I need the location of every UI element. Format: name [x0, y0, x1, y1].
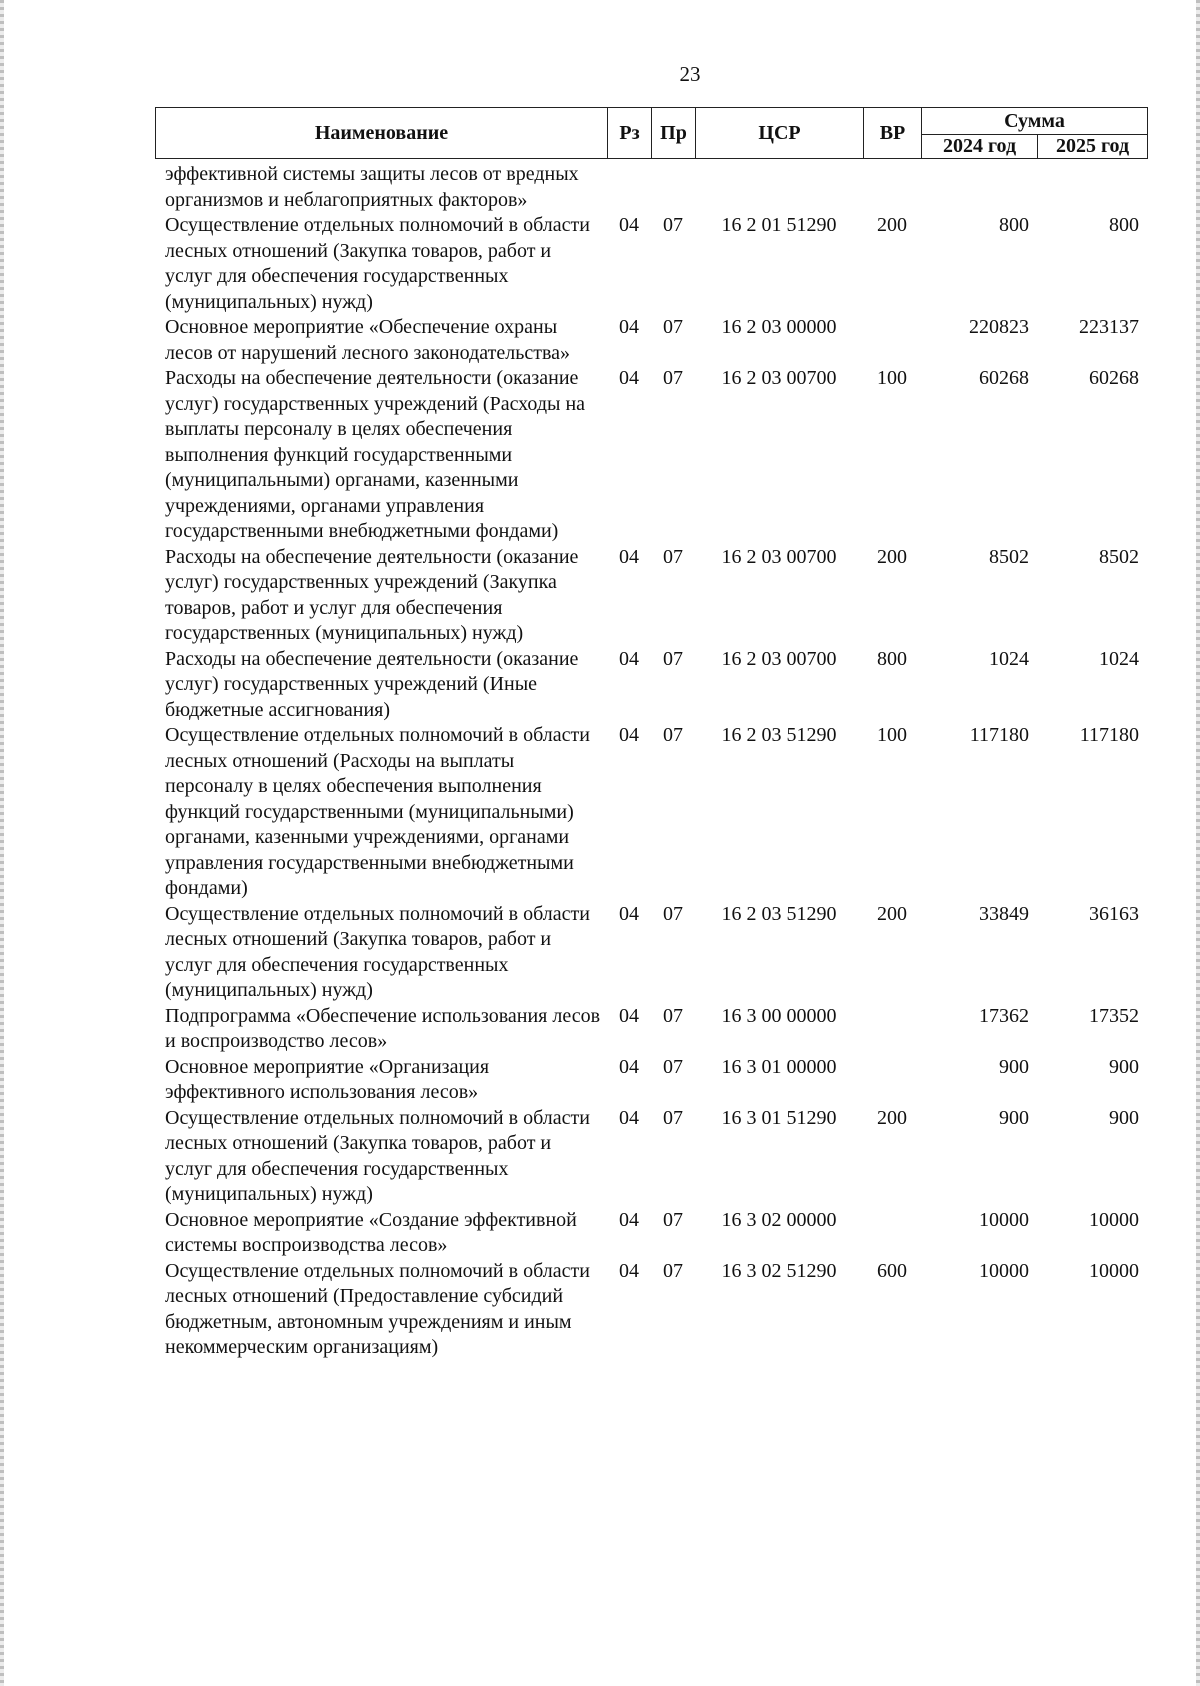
cell-sum-2024: 900: [999, 1055, 1029, 1078]
cell-rz: 04: [619, 367, 639, 389]
cell-sum-2025: 223137: [1079, 316, 1139, 338]
cell-vr: 200: [877, 902, 907, 925]
cell-vr: 200: [877, 545, 907, 568]
page-number-text: 23: [679, 62, 701, 86]
cell-sum-2025: 117180: [1079, 724, 1139, 746]
cell-name: эффективной системы защиты лесов от вредных организмов и неблагоприятных факторов»: [165, 163, 579, 211]
cell-rz: 04: [619, 902, 639, 925]
cell-sum-2024: 117180: [969, 724, 1029, 746]
cell-csr: [695, 162, 863, 213]
cell-sum-2024: 10000: [979, 1259, 1029, 1282]
budget-table: [155, 162, 1147, 1361]
header-pr: Пр: [652, 108, 696, 159]
cell-vr: 200: [877, 1106, 907, 1129]
cell-rz: 04: [619, 724, 639, 746]
cell-name: Основное мероприятие «Организация эффективного использования лесов»: [165, 1055, 490, 1103]
scan-edge-left: [0, 0, 4, 1686]
page-number: [0, 62, 1200, 87]
table-body: [155, 162, 1147, 1361]
cell-sum-2024: 33849: [979, 902, 1029, 925]
cell-sum-2025: 36163: [1089, 902, 1139, 925]
cell-pr: 07: [663, 1208, 683, 1231]
table-row: [155, 1208, 1147, 1259]
cell-csr: 16 2 03 00700: [721, 647, 837, 670]
cell-vr: [863, 1004, 921, 1055]
cell-csr: 16 2 03 00700: [721, 545, 837, 568]
header-vr: ВР: [864, 108, 922, 159]
cell-name: Подпрограмма «Обеспечение использования лесов и воспроизводство лесов»: [165, 1004, 601, 1052]
table-row: [155, 545, 1147, 647]
header-sum: Сумма: [922, 108, 1148, 135]
cell-pr: 07: [663, 214, 683, 236]
cell-rz: 04: [619, 1106, 639, 1129]
table-row: [155, 315, 1147, 366]
cell-sum-2024: 1024: [989, 647, 1029, 670]
cell-name: Расходы на обеспечение деятельности (оказание услуг) государственных учреждений (Расходы на выплаты персоналу в целях обеспечения выполнения функций государственными (муниципальными) органами, казенными учреждениями, органами управления государственными внебюджетными фондами): [165, 367, 586, 542]
cell-sum-2024: 8502: [989, 545, 1029, 568]
cell-vr: 100: [877, 724, 907, 746]
cell-name: Расходы на обеспечение деятельности (оказание услуг) государственных учреждений (Иные бюджетные ассигнования): [165, 647, 579, 721]
table-row: [155, 902, 1147, 1004]
cell-sum-2025: 8502: [1099, 545, 1139, 568]
cell-rz: 04: [619, 1004, 639, 1027]
cell-pr: 07: [663, 367, 683, 389]
cell-pr: 07: [663, 1106, 683, 1129]
cell-rz: 04: [619, 316, 639, 338]
cell-rz: 04: [619, 1055, 639, 1078]
table-row: [155, 1004, 1147, 1055]
cell-csr: 16 3 02 00000: [721, 1208, 837, 1231]
header-year-2025: 2025 год: [1038, 135, 1148, 159]
cell-sum-2025: 10000: [1089, 1208, 1139, 1231]
cell-rz: 04: [619, 647, 639, 670]
cell-sum-2025: 60268: [1089, 367, 1139, 389]
cell-vr: 600: [877, 1259, 907, 1282]
cell-rz: 04: [619, 214, 639, 236]
cell-pr: 07: [663, 724, 683, 746]
cell-sum-2025: 10000: [1089, 1259, 1139, 1282]
cell-name: Осуществление отдельных полномочий в области лесных отношений (Закупка товаров, работ и услуг для обеспечения государственных (муниципальных) нужд): [165, 1106, 590, 1205]
cell-vr: [863, 162, 921, 213]
cell-pr: 07: [663, 902, 683, 925]
cell-csr: 16 2 03 51290: [721, 902, 837, 925]
cell-sum-2024: 800: [999, 214, 1029, 236]
cell-vr: [863, 1055, 921, 1106]
cell-sum-2025: 17352: [1089, 1004, 1139, 1027]
cell-vr: 800: [877, 647, 907, 670]
cell-csr: 16 2 03 00000: [721, 316, 837, 338]
header-rz: Рз: [608, 108, 652, 159]
cell-name: Основное мероприятие «Обеспечение охраны лесов от нарушений лесного законодательства»: [165, 316, 571, 364]
cell-csr: 16 3 00 00000: [721, 1004, 837, 1027]
cell-pr: 07: [663, 647, 683, 670]
cell-csr: 16 3 02 51290: [721, 1259, 837, 1282]
table-row: [155, 647, 1147, 724]
table-row: [155, 162, 1147, 213]
cell-csr: 16 2 01 51290: [721, 214, 837, 236]
cell-name: Осуществление отдельных полномочий в области лесных отношений (Предоставление субсидий бюджетным, автономным учреждениям и иным некоммерческим организациям): [165, 1259, 590, 1358]
cell-name: Осуществление отдельных полномочий в области лесных отношений (Закупка товаров, работ и услуг для обеспечения государственных (муниципальных) нужд): [165, 902, 590, 1001]
cell-rz: [607, 162, 651, 213]
header-name: Наименование: [156, 108, 608, 159]
cell-pr: 07: [663, 1055, 683, 1078]
cell-name: Расходы на обеспечение деятельности (оказание услуг) государственных учреждений (Закупка товаров, работ и услуг для обеспечения государственных (муниципальных) нужд): [165, 545, 579, 644]
cell-sum-2024: 900: [999, 1106, 1029, 1129]
table-row: [155, 723, 1147, 902]
table-row: [155, 366, 1147, 545]
cell-rz: 04: [619, 1208, 639, 1231]
cell-rz: 04: [619, 545, 639, 568]
cell-sum-2024: 60268: [979, 367, 1029, 389]
table-row: [155, 1055, 1147, 1106]
cell-csr: 16 2 03 00700: [721, 367, 837, 389]
table-row: [155, 1259, 1147, 1361]
scan-edge-right: [1196, 0, 1200, 1686]
cell-pr: 07: [663, 1259, 683, 1282]
cell-vr: 200: [877, 214, 907, 236]
header-year-2024: 2024 год: [922, 135, 1038, 159]
cell-sum-2025: 900: [1109, 1106, 1139, 1129]
header-csr: ЦСР: [696, 108, 864, 159]
cell-csr: 16 3 01 51290: [721, 1106, 837, 1129]
cell-sum-2024: 220823: [969, 316, 1029, 338]
table-row: [155, 1106, 1147, 1208]
cell-pr: 07: [663, 1004, 683, 1027]
cell-name: Осуществление отдельных полномочий в области лесных отношений (Закупка товаров, работ и услуг для обеспечения государственных (муниципальных) нужд): [165, 214, 590, 313]
cell-sum-2024: [921, 162, 1037, 213]
cell-sum-2025: 900: [1109, 1055, 1139, 1078]
cell-rz: 04: [619, 1259, 639, 1282]
cell-vr: 100: [877, 367, 907, 389]
cell-vr: [863, 315, 921, 366]
cell-name: Осуществление отдельных полномочий в области лесных отношений (Расходы на выплаты персоналу в целях обеспечения выполнения функций государственными (муниципальными) органами, казенными учреждениями, органами управления государственными внебюджетными фондами): [165, 724, 590, 899]
table-header: [155, 107, 1148, 159]
cell-pr: [651, 162, 695, 213]
table-row: [155, 213, 1147, 315]
cell-sum-2024: 17362: [979, 1004, 1029, 1027]
cell-name: Основное мероприятие «Создание эффективной системы воспроизводства лесов»: [165, 1208, 577, 1256]
cell-pr: 07: [663, 316, 683, 338]
cell-sum-2025: [1037, 162, 1147, 213]
cell-csr: 16 3 01 00000: [721, 1055, 837, 1078]
cell-sum-2024: 10000: [979, 1208, 1029, 1231]
cell-csr: 16 2 03 51290: [721, 724, 837, 746]
cell-pr: 07: [663, 545, 683, 568]
cell-sum-2025: 800: [1109, 214, 1139, 236]
cell-sum-2025: 1024: [1099, 647, 1139, 670]
cell-vr: [863, 1208, 921, 1259]
